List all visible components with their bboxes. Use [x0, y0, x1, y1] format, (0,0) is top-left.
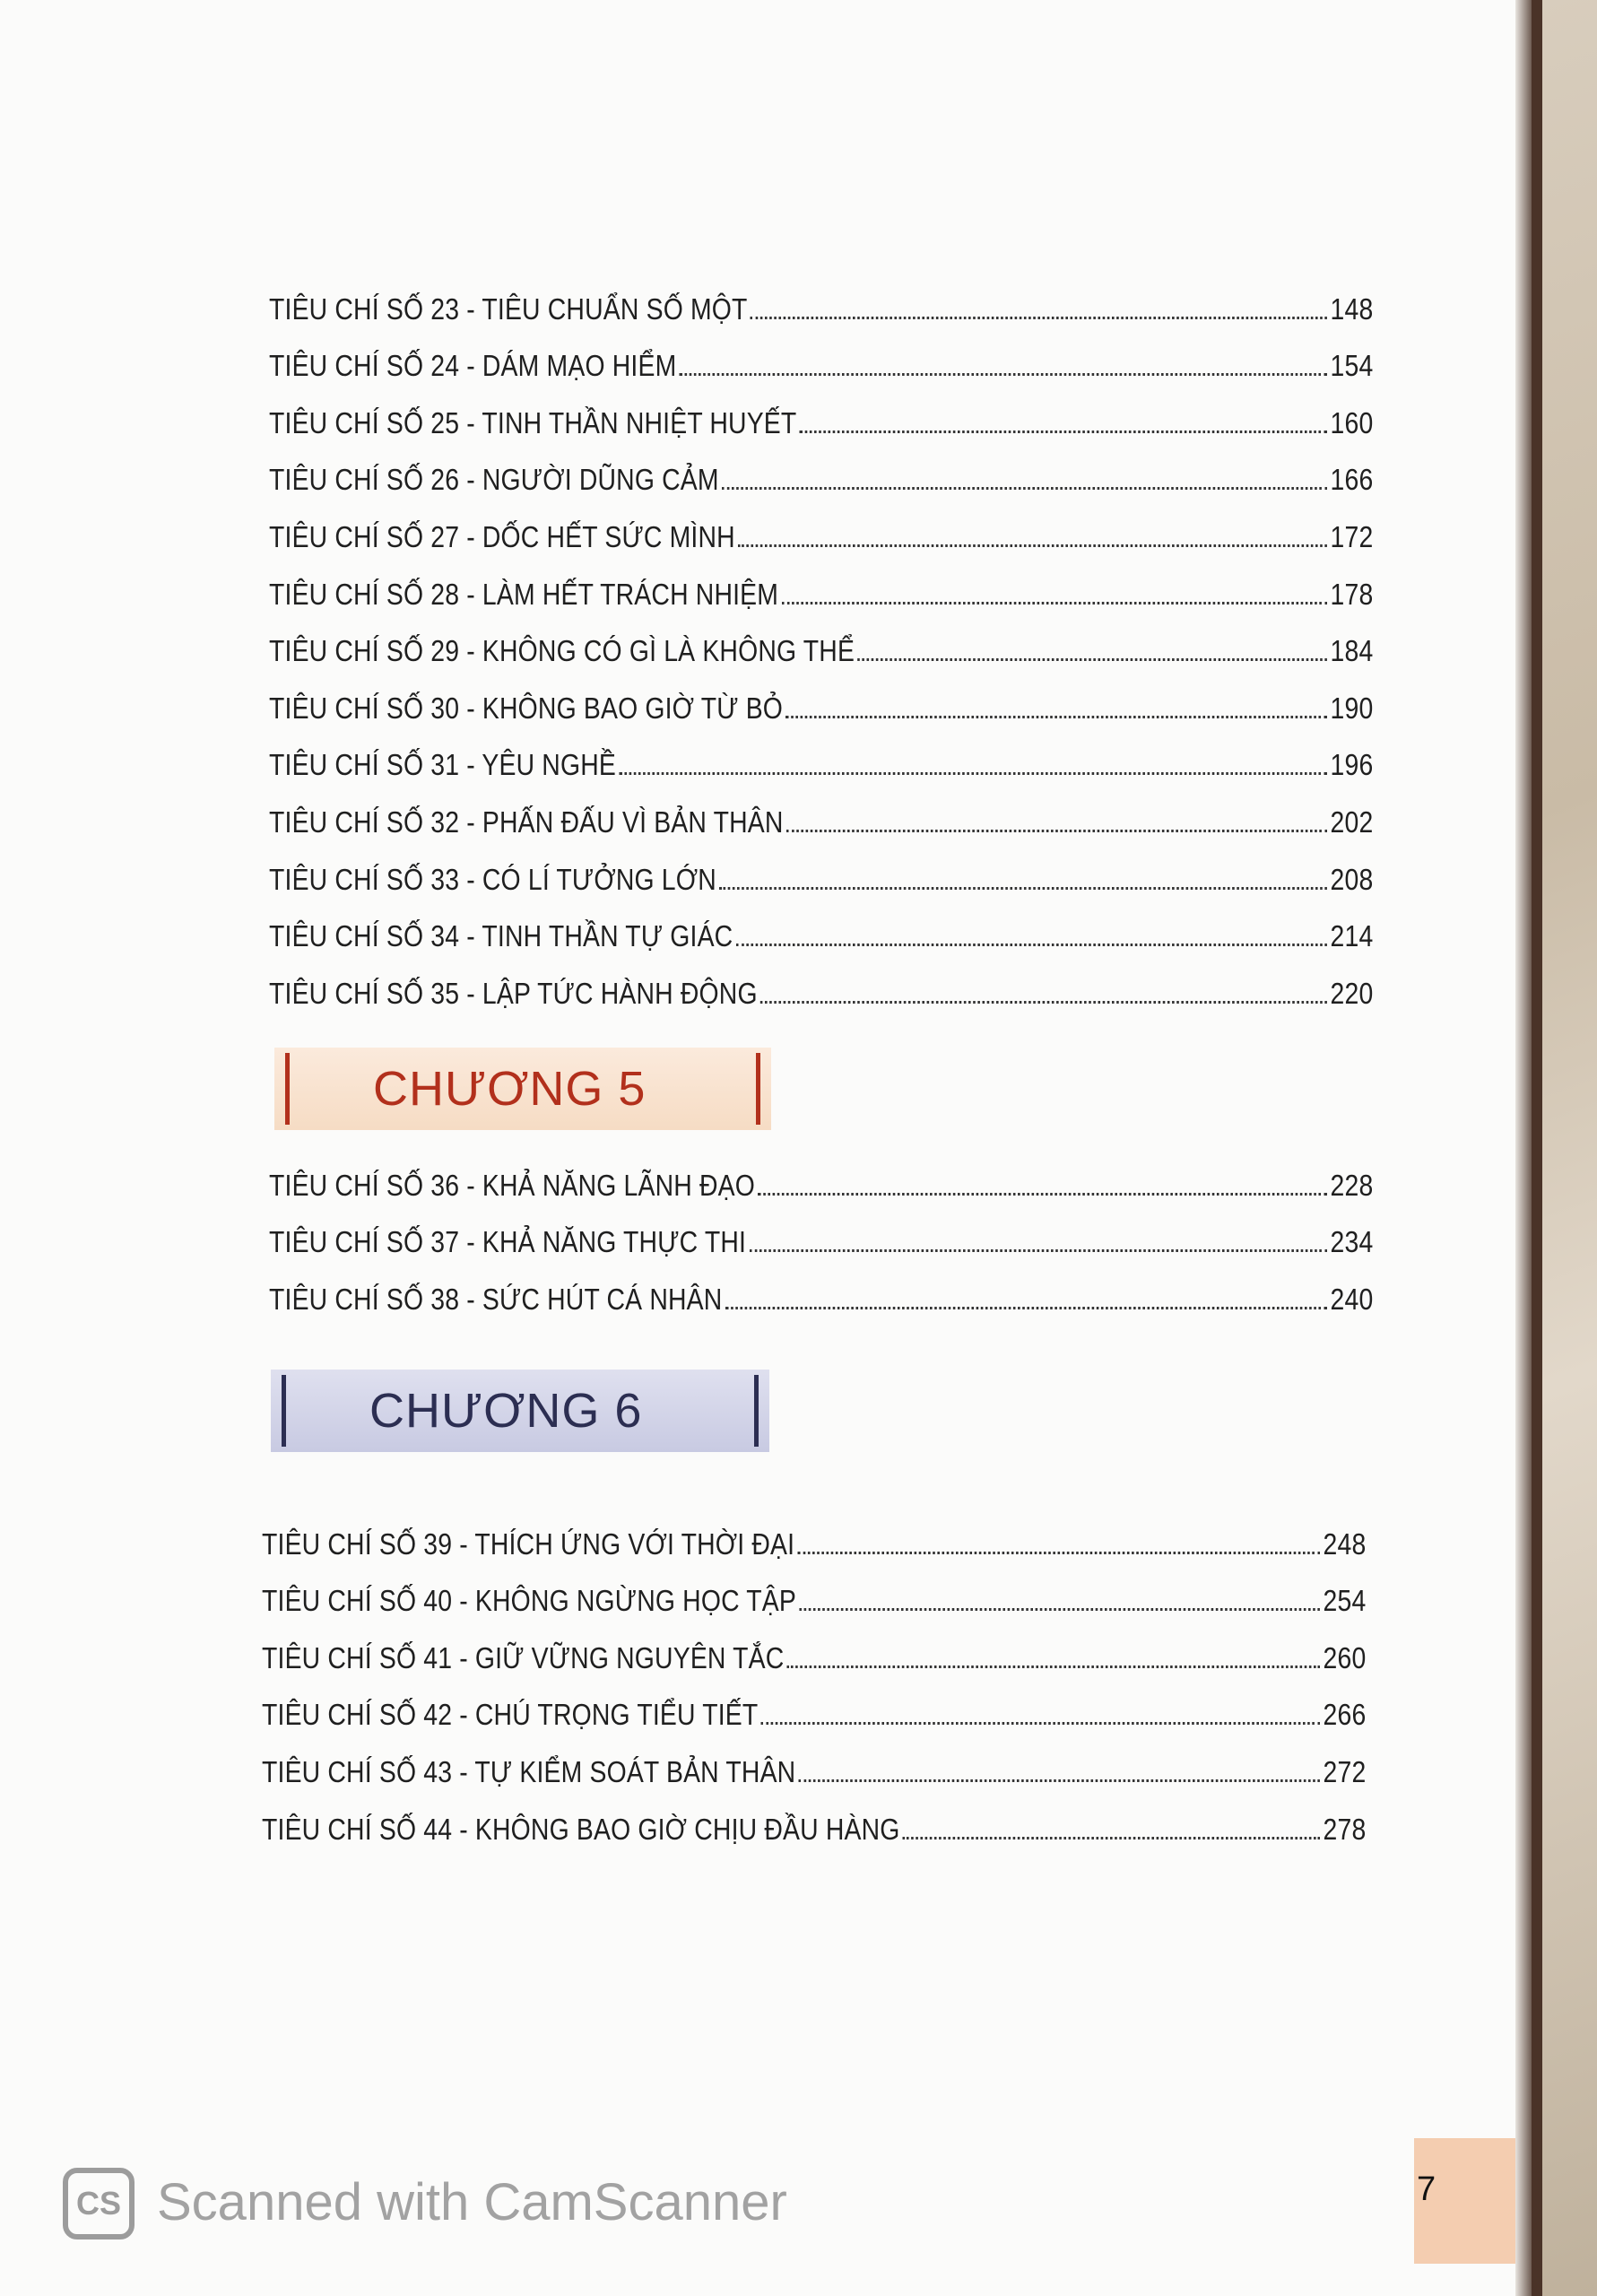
toc-entry-title: TIÊU CHÍ SỐ 34 - TINH THẦN TỰ GIÁC	[269, 919, 733, 953]
toc-page-number: 220	[1330, 976, 1374, 1010]
toc-entry-title: TIÊU CHÍ SỐ 28 - LÀM HẾT TRÁCH NHIỆM	[269, 577, 779, 611]
toc-page-number: 266	[1323, 1698, 1367, 1732]
dot-leader	[750, 1249, 1328, 1252]
toc-row	[262, 1618, 1366, 1675]
dot-leader	[798, 1552, 1320, 1554]
toc-row	[269, 953, 1373, 1011]
book-cover-edge	[1532, 0, 1542, 2296]
toc-page-number: 254	[1323, 1584, 1367, 1618]
toc-row	[269, 554, 1373, 612]
toc-entry-title: TIÊU CHÍ SỐ 26 - NGƯỜI DŨNG CẢM	[269, 463, 719, 497]
dot-leader	[761, 1722, 1320, 1725]
toc-row	[269, 782, 1373, 839]
toc-entry-title: TIÊU CHÍ SỐ 38 - SỨC HÚT CÁ NHÂN	[269, 1282, 723, 1316]
toc-page-number: 214	[1330, 919, 1374, 953]
toc-entry-title: TIÊU CHÍ SỐ 44 - KHÔNG BAO GIỜ CHỊU ĐẦU HÀNG	[262, 1812, 900, 1846]
dot-leader	[782, 602, 1328, 604]
dot-leader	[680, 373, 1327, 376]
toc-page-number: 196	[1330, 748, 1374, 782]
toc-entry-title: TIÊU CHÍ SỐ 41 - GIỮ VỮNG NGUYÊN TẮC	[262, 1640, 785, 1674]
toc-entry-title: TIÊU CHÍ SỐ 36 - KHẢ NĂNG LÃNH ĐẠO	[269, 1168, 756, 1202]
dot-leader	[738, 544, 1327, 547]
toc-row	[262, 1504, 1366, 1561]
dot-leader	[786, 830, 1327, 832]
toc-entry-title: TIÊU CHÍ SỐ 25 - TINH THẦN NHIỆT HUYẾT	[269, 405, 797, 439]
dot-leader	[800, 430, 1327, 433]
dot-leader	[719, 887, 1327, 890]
toc-page-number: 234	[1330, 1225, 1374, 1259]
toc-section-chapter-4	[269, 269, 1374, 1011]
toc-page-number: 208	[1330, 862, 1374, 896]
toc-page-number: 148	[1330, 291, 1374, 326]
toc-section-chapter-5	[269, 1145, 1374, 1317]
toc-page-number: 160	[1330, 405, 1374, 439]
toc-page-number: 178	[1330, 577, 1374, 611]
toc-entry-title: TIÊU CHÍ SỐ 35 - LẬP TỨC HÀNH ĐỘNG	[269, 976, 758, 1010]
dot-leader	[722, 487, 1327, 490]
toc-page-number: 154	[1330, 349, 1374, 383]
toc-entry-title: TIÊU CHÍ SỐ 40 - KHÔNG NGỪNG HỌC TẬP	[262, 1584, 797, 1618]
toc-entry-title: TIÊU CHÍ SỐ 33 - CÓ LÍ TƯỞNG LỚN	[269, 862, 716, 896]
toc-page-number: 272	[1323, 1754, 1367, 1788]
dot-leader	[786, 716, 1328, 718]
toc-row	[269, 1145, 1373, 1203]
dot-leader	[858, 658, 1328, 661]
dot-leader	[736, 944, 1327, 946]
toc-page-number: 202	[1330, 804, 1374, 839]
dot-leader	[787, 1665, 1320, 1668]
toc-section-chapter-6	[262, 1504, 1367, 1847]
toc-entry-title: TIÊU CHÍ SỐ 39 - THÍCH ỨNG VỚI THỜI ĐẠI	[262, 1526, 795, 1561]
chapter-title: CHƯƠNG 5	[373, 1062, 647, 1116]
page-edge	[1515, 0, 1532, 2296]
toc-row	[269, 269, 1373, 326]
toc-row	[262, 1732, 1366, 1789]
toc-page-number: 248	[1323, 1526, 1367, 1561]
dot-leader	[619, 772, 1327, 775]
toc-entry-title: TIÊU CHÍ SỐ 23 - TIÊU CHUẨN SỐ MỘT	[269, 291, 748, 326]
banner-right-bar	[754, 1375, 759, 1447]
toc-entry-title: TIÊU CHÍ SỐ 27 - DỐC HẾT SỨC MÌNH	[269, 519, 735, 553]
toc-row	[269, 440, 1373, 498]
toc-entry-title: TIÊU CHÍ SỐ 24 - DÁM MẠO HIỂM	[269, 349, 677, 383]
toc-entry-title: TIÊU CHÍ SỐ 43 - TỰ KIỂM SOÁT BẢN THÂN	[262, 1754, 796, 1788]
toc-entry-title: TIÊU CHÍ SỐ 29 - KHÔNG CÓ GÌ LÀ KHÔNG THỂ	[269, 634, 855, 668]
toc-row	[262, 1561, 1366, 1619]
toc-row	[269, 383, 1373, 440]
page-number: 7	[1417, 2170, 1436, 2208]
chapter-6-banner	[271, 1370, 769, 1452]
toc-page-number: 166	[1330, 463, 1374, 497]
chapter-title: CHƯƠNG 6	[369, 1384, 643, 1438]
toc-row	[269, 497, 1373, 554]
dot-leader	[799, 1779, 1320, 1782]
toc-page-number: 172	[1330, 519, 1374, 553]
banner-right-bar	[756, 1053, 760, 1125]
dot-leader	[903, 1837, 1320, 1839]
toc-row	[262, 1675, 1366, 1733]
toc-page-number: 260	[1323, 1640, 1367, 1674]
banner-left-bar	[282, 1375, 286, 1447]
toc-entry-title: TIÊU CHÍ SỐ 32 - PHẤN ĐẤU VÌ BẢN THÂN	[269, 804, 784, 839]
scanner-watermark: Scanned with CamScanner	[157, 2173, 787, 2231]
toc-entry-title: TIÊU CHÍ SỐ 37 - KHẢ NĂNG THỰC THI	[269, 1225, 747, 1259]
toc-row	[269, 1259, 1373, 1317]
toc-row	[269, 726, 1373, 783]
toc-row	[269, 326, 1373, 384]
toc-page-number: 278	[1323, 1812, 1367, 1846]
dot-leader	[799, 1608, 1320, 1611]
toc-row	[269, 612, 1373, 669]
toc-row	[269, 839, 1373, 897]
toc-row	[262, 1789, 1366, 1847]
banner-left-bar	[285, 1053, 290, 1125]
toc-page-number: 184	[1330, 634, 1374, 668]
table-surface	[1542, 0, 1597, 2296]
dot-leader	[760, 1001, 1327, 1004]
toc-entry-title: TIÊU CHÍ SỐ 31 - YÊU NGHỀ	[269, 748, 616, 782]
toc-page-number: 228	[1330, 1168, 1374, 1202]
toc-row	[269, 1203, 1373, 1260]
toc-row	[269, 897, 1373, 954]
camscanner-logo-icon: CS	[63, 2168, 135, 2239]
toc-row	[269, 668, 1373, 726]
dot-leader	[725, 1307, 1327, 1309]
toc-page-number: 240	[1330, 1282, 1374, 1316]
dot-leader	[758, 1193, 1327, 1196]
chapter-5-banner	[274, 1048, 771, 1130]
toc-entry-title: TIÊU CHÍ SỐ 42 - CHÚ TRỌNG TIỂU TIẾT	[262, 1698, 759, 1732]
toc-entry-title: TIÊU CHÍ SỐ 30 - KHÔNG BAO GIỜ TỪ BỎ	[269, 691, 784, 725]
toc-page-number: 190	[1330, 691, 1374, 725]
dot-leader	[751, 317, 1327, 319]
